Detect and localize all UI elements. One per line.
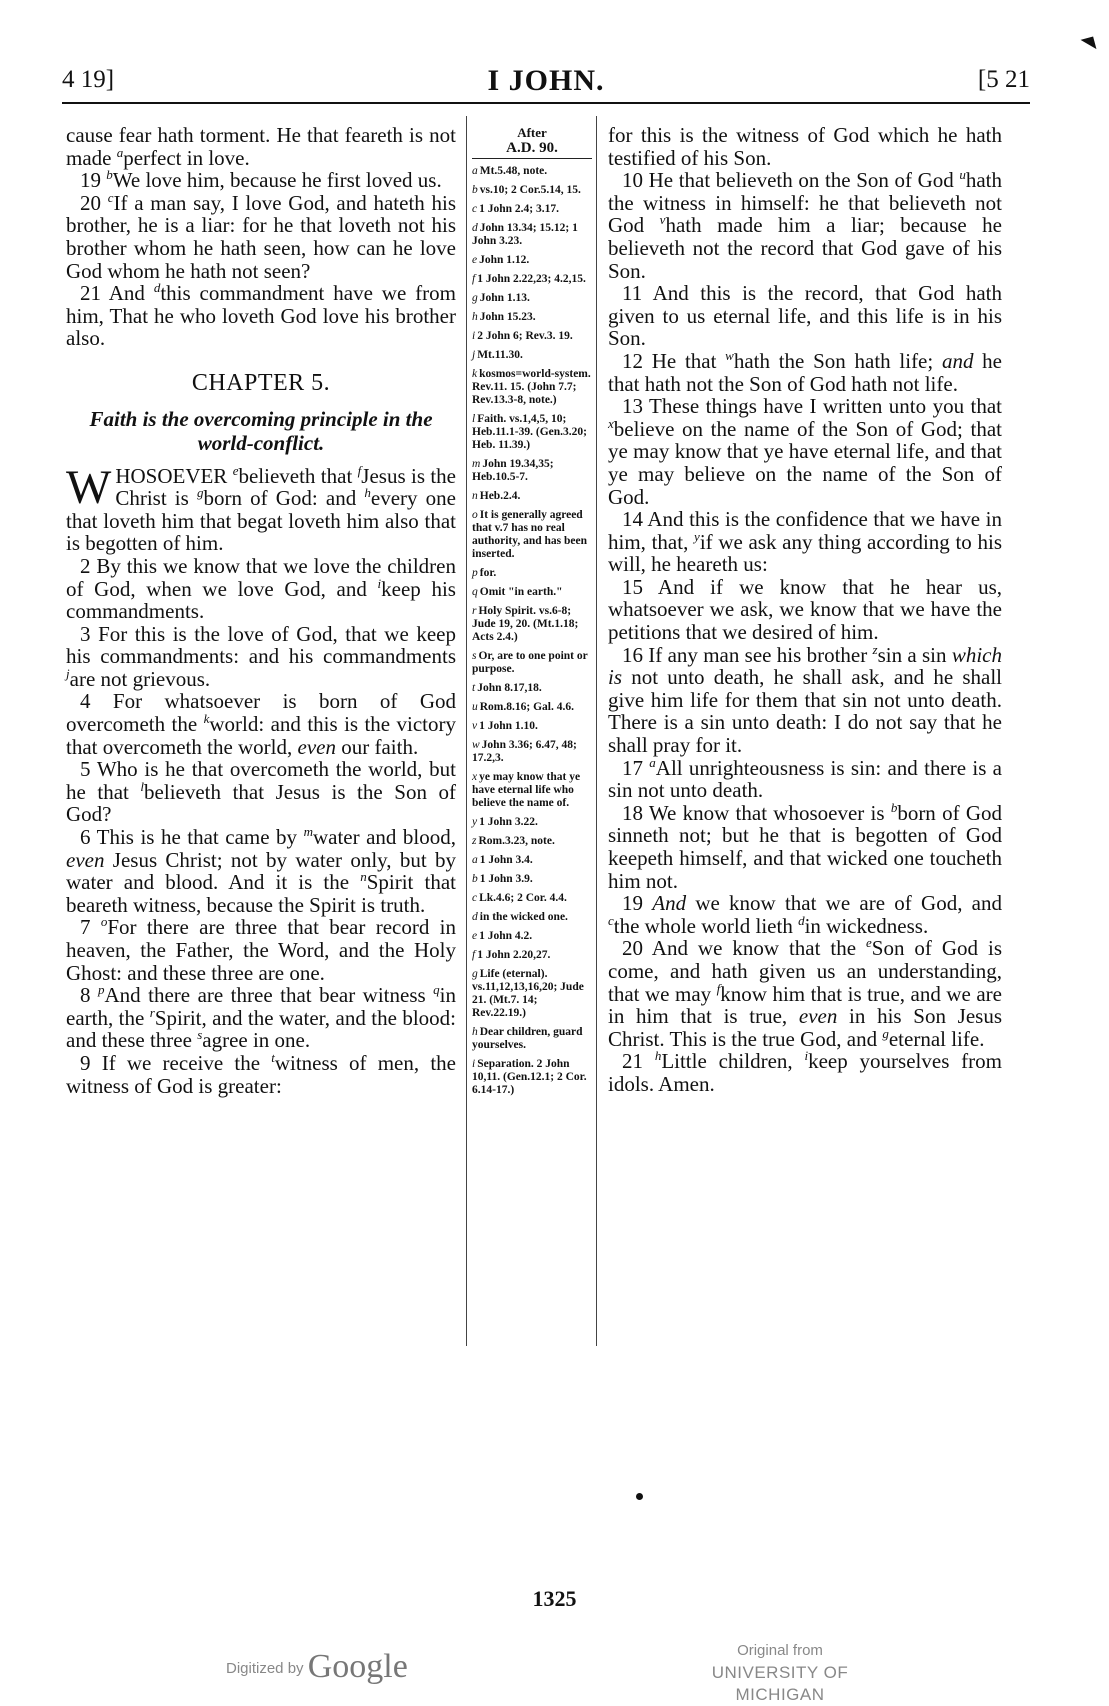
- digitized-by-watermark: [226, 1648, 408, 1686]
- ref-key: z: [472, 835, 477, 847]
- left-text-column: [66, 124, 456, 1097]
- verse-4-19: 19 $^b$We love him, because he first loved us.: [80, 167, 442, 193]
- ref-item: [472, 739, 592, 765]
- ref-key: t: [472, 682, 476, 694]
- ref-item: [472, 650, 592, 676]
- ref-text: Rom.8.16; Gal. 4.6.: [479, 701, 574, 713]
- verse-5-14: 14 And this is the confidence that we have in him, that, $^y$if we ask any thing according to his will, he heareth us:: [608, 507, 1002, 577]
- ref-item: [472, 1058, 592, 1097]
- ref-key: p: [472, 567, 478, 579]
- verse-5-13: 13 These things have I written unto you that $^x$believe on the name of the Son of God; that ye may know that ye have eternal life, and that ye may believe on the name of the Son of God.: [608, 394, 1002, 509]
- verse-5-9-cont: for this is the witness of God which he hath testified of his Son.: [608, 123, 1002, 170]
- verse-5-10: 10 He that believeth on the Son of God $^u$hath the witness in himself: he that believeth not God $^v$hath made him a liar; because he believeth not the record that God gave of his Son.: [608, 167, 1003, 283]
- ref-key: h: [472, 311, 478, 323]
- verse-18-cont: cause fear hath torment. He that feareth is not made $^a$perfect in love.: [66, 123, 456, 170]
- ref-text: 1 John 2.22,23; 4.2,15.: [477, 273, 586, 285]
- ref-key: j: [472, 349, 476, 361]
- ref-key: a: [472, 854, 478, 866]
- verse-4-20: 20 $^c$If a man say, I love God, and hateth his brother, he is a liar: for he that loveth not his brother whom he hath seen, how can he love God whom he hath not seen?: [66, 189, 456, 283]
- ref-item: [472, 458, 592, 484]
- ref-item: [472, 165, 592, 178]
- ref-item: [472, 854, 592, 867]
- verse-5-21: 21 $^h$Little children, $^i$keep yourselves from idols. Amen.: [608, 1048, 1003, 1096]
- ref-key: o: [472, 509, 478, 521]
- ref-item: [472, 892, 592, 905]
- ref-key: b: [472, 873, 478, 885]
- ref-text: Separation. 2 John 10,11. (Gen.12.1; 2 Cor. 6.14-17.): [472, 1058, 587, 1096]
- ref-text: 1 John 3.4.: [479, 854, 533, 866]
- verse-5-3: 3 For this is the love of God, that we keep his commandments: and his commandments $^j$are not grievous.: [66, 621, 456, 691]
- ref-text: Omit "in earth.": [479, 586, 563, 598]
- ref-text: Mt.11.30.: [477, 349, 523, 361]
- ref-text: John 15.23.: [479, 311, 536, 323]
- ref-text: Life (eternal). vs.11,12,13,16,20; Jude 21. (Mt.7. 14; Rev.22.19.): [472, 968, 584, 1019]
- ref-item: [472, 586, 592, 599]
- ref-key: e: [472, 930, 478, 942]
- ref-text: John 8.17,18.: [477, 682, 542, 694]
- verse-5-1: WHOSOEVER $^e$believeth that $^f$Jesus is the Christ is $^g$born of God: and $^h$every one that loveth him that begat loveth him also that is begotten of him.: [66, 460, 456, 556]
- ref-text: 1 John 2.4; 3.17.: [479, 203, 559, 215]
- right-text-column: [608, 124, 1002, 1096]
- ref-item: [472, 184, 592, 197]
- ref-text: 1 John 3.22.: [479, 816, 538, 828]
- ref-key: y: [472, 816, 478, 828]
- ref-text: Holy Spirit. vs.6-8; Jude 19, 20. (Mt.1.18; Acts 2.4.): [472, 605, 579, 643]
- verse-5-15: 15 And if we know that he hear us, whatsoever we ask, we know that we have the petitions that we desired of him.: [608, 574, 1002, 645]
- ref-item: [472, 1026, 592, 1052]
- verse-5-9: 9 If we receive the $^t$witness of men, the witness of God is greater:: [66, 1049, 456, 1098]
- ref-date: A.D. 90.: [472, 140, 592, 159]
- verse-5-2: 2 By this we know that we love the children of God, when we love God, and $^i$keep his commandments.: [66, 553, 456, 624]
- ref-key: f: [472, 273, 476, 285]
- ref-item: [472, 273, 592, 286]
- ref-key: c: [472, 892, 478, 904]
- ref-item: [472, 949, 592, 962]
- ref-text: Dear children, guard yourselves.: [472, 1026, 583, 1051]
- ref-item: [472, 311, 592, 324]
- verse-5-19: 19 And we know that we are of God, and $^c$the whole world lieth $^d$in wickedness.: [608, 891, 1003, 938]
- ref-key: m: [472, 458, 481, 470]
- ref-key: f: [472, 949, 476, 961]
- column-rule-left: [466, 116, 467, 1346]
- ref-key: e: [472, 254, 478, 266]
- ref-item: [472, 349, 592, 362]
- google-logo: Google: [307, 1648, 408, 1685]
- ref-item: [472, 222, 592, 248]
- ref-text: John 3.36; 6.47, 48; 17.2,3.: [472, 739, 577, 764]
- ref-key: c: [472, 203, 478, 215]
- ref-text: 2 John 6; Rev.3. 19.: [477, 330, 573, 342]
- ink-dot: [636, 1493, 643, 1500]
- ref-key: w: [472, 739, 480, 751]
- ref-after-label: After: [517, 125, 547, 140]
- verse-5-4: 4 For whatsoever is born of God overcometh the $^k$world: and this is the victory that overcometh the world, even our faith.: [66, 689, 457, 759]
- ref-key: d: [472, 222, 478, 234]
- ref-item: [472, 771, 592, 810]
- ref-item: [472, 720, 592, 733]
- verse-5-7: 7 $^o$For there are three that bear record in heaven, the Father, the Word, and the Holy Ghost: and these three are one.: [66, 914, 457, 985]
- ref-item: [472, 368, 592, 407]
- page-header: [62, 62, 1030, 104]
- ref-item: [472, 835, 592, 848]
- ref-text: John 1.12.: [479, 254, 530, 266]
- ref-item: [472, 330, 592, 343]
- ref-key: u: [472, 701, 478, 713]
- ref-item: [472, 911, 592, 924]
- ref-key: d: [472, 911, 478, 923]
- ref-key: v: [472, 720, 478, 732]
- ref-item: [472, 509, 592, 561]
- ref-key: k: [472, 368, 478, 380]
- ref-key: q: [472, 586, 478, 598]
- ref-text: Faith. vs.1,4,5, 10; Heb.11.1-39. (Gen.3.20; Heb. 11.39.): [472, 413, 587, 451]
- digitized-label: Digitized by: [226, 1660, 304, 1677]
- original-from-label: Original from: [737, 1642, 823, 1659]
- ref-text: kosmos=world-system. Rev.11. 15. (John 7.7; Rev.13.3-8, note.): [472, 368, 591, 406]
- center-reference-column: [472, 126, 592, 1103]
- verse-5-6: 6 This is he that came by $^m$water and blood, even Jesus Christ; not by water only, but by water and blood. And it is the $^n$Spirit that beareth witness, because the Spirit is truth.: [66, 824, 456, 917]
- ref-item: [472, 816, 592, 829]
- verse-5-18: 18 We know that whosoever is $^b$born of God sinneth not; but he that is begotten of God keepeth himself, and that wicked one toucheth him not.: [608, 799, 1002, 893]
- ref-item: [472, 873, 592, 886]
- verse-5-12: 12 He that $^w$hath the Son hath life; and he that hath not the Son of God hath not life.: [608, 347, 1003, 396]
- ref-text: Rom.3.23, note.: [478, 835, 555, 847]
- ref-key: s: [472, 650, 477, 662]
- ref-text: Heb.2.4.: [479, 490, 521, 502]
- ref-item: [472, 968, 592, 1020]
- ref-key: r: [472, 605, 477, 617]
- book-title: I JOHN.: [487, 64, 605, 97]
- ref-item: [472, 605, 592, 644]
- ref-key: n: [472, 490, 478, 502]
- verse-4-21: 21 And $^d$this commandment have we from him, That he who loveth God love his brother also.: [66, 280, 456, 351]
- ref-item: [472, 682, 592, 695]
- ref-key: x: [472, 771, 478, 783]
- corner-arrow-mark: [1081, 37, 1097, 53]
- ref-item: [472, 930, 592, 943]
- ref-text: 1 John 2.20,27.: [477, 949, 551, 961]
- ref-key: i: [472, 1058, 476, 1070]
- verse-5-8: 8 $^p$And there are three that bear witness $^q$in earth, the $^r$Spirit, and the water, and the blood: and these three $^s$agree in one.: [66, 982, 457, 1053]
- ref-key: g: [472, 968, 478, 980]
- verse-5-11: 11 And this is the record, that God hath given to us eternal life, and this life is in his Son.: [608, 281, 1002, 351]
- original-from-watermark: [680, 1640, 880, 1706]
- ref-text: vs.10; 2 Cor.5.14, 15.: [479, 184, 581, 196]
- page-number: 1325: [532, 1586, 577, 1611]
- ref-text: in the wicked one.: [479, 911, 568, 923]
- header-right-ref: [5 21: [977, 66, 1030, 93]
- drop-cap: W: [66, 460, 112, 514]
- chapter-subtitle: Faith is the overcoming principle in the world-conflict.: [89, 406, 433, 455]
- ref-item: [472, 567, 592, 580]
- chapter-heading: CHAPTER 5.: [191, 369, 331, 396]
- ref-text: 1 John 4.2.: [479, 930, 533, 942]
- column-rule-right: [596, 116, 597, 1346]
- ref-text: Mt.5.48, note.: [479, 165, 548, 177]
- verse-5-17: 17 $^a$All unrighteousness is sin: and there is a sin not unto death.: [608, 754, 1002, 803]
- ref-text: for.: [479, 567, 497, 579]
- ref-list: [472, 165, 592, 1097]
- ref-text: 1 John 1.10.: [479, 720, 538, 732]
- university-label: UNIVERSITY OF MICHIGAN: [711, 1663, 849, 1704]
- ref-item: [472, 490, 592, 503]
- ref-text: It is generally agreed that v.7 has no real authority, and has been inserted.: [472, 509, 588, 560]
- ref-text: John 13.34; 15.12; 1 John 3.23.: [472, 222, 578, 247]
- ref-key: a: [472, 165, 478, 177]
- ref-item: [472, 254, 592, 267]
- verse-5-5: 5 Who is he that overcometh the world, but he that $^l$believeth that Jesus is the Son of God?: [66, 757, 456, 827]
- ref-text: Or, are to one point or purpose.: [472, 650, 588, 675]
- ref-key: g: [472, 292, 478, 304]
- ref-text: ye may know that ye have eternal life who believe the name of.: [472, 771, 581, 809]
- ref-key: i: [472, 330, 476, 342]
- ref-key: l: [472, 413, 476, 425]
- ref-key: h: [472, 1026, 478, 1038]
- ref-text: Lk.4.6; 2 Cor. 4.4.: [479, 892, 567, 904]
- ref-item: [472, 701, 592, 714]
- verse-5-16: 16 If any man see his brother $^z$sin a sin which is not unto death, he shall ask, and he shall give him life for them that sin not unto death. There is a sin unto death: I do not say that he shall pray for it.: [608, 641, 1002, 758]
- ref-key: b: [472, 184, 478, 196]
- ref-item: [472, 292, 592, 305]
- ref-text: John 19.34,35; Heb.10.5-7.: [472, 458, 554, 483]
- header-left-ref: 4 19]: [62, 66, 115, 93]
- ref-item: [472, 413, 592, 452]
- ref-item: [472, 203, 592, 216]
- ref-text: John 1.13.: [479, 292, 530, 304]
- ref-text: 1 John 3.9.: [479, 873, 533, 885]
- verse-5-20: 20 And we know that the $^e$Son of God is come, and hath given us an understanding, that we may $^f$know him that is true, and we are in him that is true, even in his Son Jesus Christ. This is the true God, and $^g$eternal life.: [608, 935, 1003, 1051]
